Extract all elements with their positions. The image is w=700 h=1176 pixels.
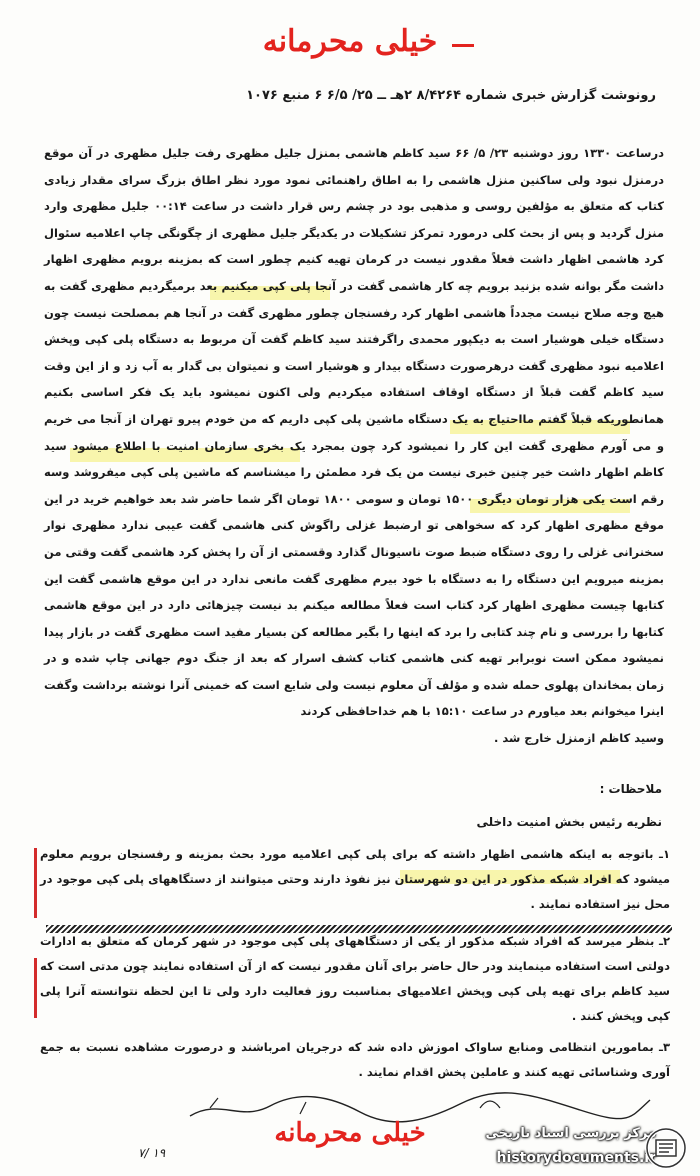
classification-dash xyxy=(452,44,474,47)
report-paragraph-end: وسید کاظم ازمنزل خارج شد . xyxy=(493,731,664,746)
evaluation-item: ۱ـ باتوجه به اینکه هاشمی اظهار داشته که برای پلی کپی اعلامیه مورد بحث بمزینه و رفسنجان برویم معلوم میشود که افراد شبکه مذکور در این دو شهرستان نیز نفوذ دارند وحتی میتوانند از دستگاههای پلی کپی موجود در محل نیز استفاده نمایند . xyxy=(40,847,670,911)
notes-heading: ملاحظات : xyxy=(599,782,662,796)
archive-logo-icon xyxy=(644,1126,688,1170)
evaluation-item: ۲ـ بنظر میرسد که افراد شبکه مذکور از یکی از دستگاههای پلی کپی موجود در شهر کرمان که متعلق به ادارات دولتی است استفاده مینمایند ودر حال حاضر برای آنان مقدور نیست که از آن استفاده نمایند چون مدتی است که سید کاظم برای تهیه پلی کپی وپخش اعلامیهای بمناسبت روز فعالیت دارد ولی تا این لحظه نتوانسته آنرا پلی کپی وپخش کنند . xyxy=(40,934,670,1023)
watermark-url: historydocuments.ir xyxy=(496,1150,656,1166)
evaluation-item: ۳ـ بمامورین انتظامی ومنابع ساواک اموزش داده شد که درجریان امرباشند و درصورت مشاهده نسبت به جمع آوری وشناسائی تهیه کنند و عاملین پخش اقدام نمایند . xyxy=(40,1040,670,1079)
report-reference-line: رونوشت گزارش خبری شماره ۸/۴۲۶۴ ۲هـ ــ ۲۵/ ۶/۵ ۶ منبع ۱۰۷۶ xyxy=(246,88,656,103)
margin-red-mark xyxy=(34,848,37,918)
report-paragraph: درساعت ۱۳۳۰ روز دوشنبه ۲۳/ ۵/ ۶۶ سید کاظم هاشمی بمنزل جلیل مظهری رفت جلیل مظهری در آن موقع درمنزل نبود ولی ساکنین منزل هاشمی را به اطاق راهنمائی نمود مورد نظر اطاق بزرگ سرای مقدار زیادی کتاب که متعلق به مؤلفین روسی و مذهبی بود در چشم رس قرار داشت در ساعت ۰۰:۱۴ جلیل مظهری وارد منزل گردید و پس از بحث کلی درمورد تمرکز تشکیلات در یکدیگر جلیل مظهری از چگونگی چاپ اعلامیه سئوال کرد هاشمی اظهار داشت فعلاً مقدور نیست در کرمان تهیه کنیم چطور است که بمزینه برویم مظهری اظهار داشت مگر بوانه شده بزنید برویم چه کار هاشمی گفت در آنجا پلی کپی میکنیم بعد برمیگردیم مظهری گفت به هیچ وجه صلاح نیست مجدداً هاشمی اظهار کرد رفسنجان چطور مظهری گفت در آنجا هم بمصلحت نیست چون دستگاه خیلی هوشیار است به دیکپور محمدی راگرفتند سید کاظم گفت آن مربوط به دستگاه پلی کپی وپخش اعلامیه نبود مظهری گفت درهرصورت دستگاه بیدار و هوشیار است و نمیتوان بی گدار به آب زد و از این وقت سید کاظم گفت قبلاً از دستگاه اوقاف استفاده میکردیم ولی اکنون نمیشود باید یک فکر اساسی بکنیم همانطوریکه قبلاً گفتم مااحتیاج به یک دستگاه ماشین پلی کپی داریم که من خودم پیرو تهران از آنجا می خریم و می آورم مظهری گفت این کار را نمیشود کرد چون بمجرد یک بخری سازمان امنیت با اطلاع میشود سید کاظم اظهار داشت خیر چنین خبری نیست من یک فرد مطمئن را میشناسم که ماشین پلی کپی میفروشد وسه رقم است یکی هزار تومان دیگری ۱۵۰۰ تومان و سومی ۱۸۰۰ تومان اگر شما حاضر شد بعد خواهیم خرید در این موقع مظهری اظهار کرد که سخواهی تو ارضبط غزلی راگوش کنی هاشمی گفت عیبی ندارد مظهری نوار سخنرانی غزلی را روی دستگاه ضبط صوت ناسیونال گذارد وقسمتی از آن را پخش کرد هاشمی گفت وقتی من بمزینه میرویم این دستگاه را به دستگاه با خود بیرم مظهری گفت مانعی ندارد در این موقع هاشمی گفت این کتابها چیست مظهری اظهار کرد کتاب است فعلاً مطالعه میکنم بد نیست چیزهائی دارد در این موقع هاشمی کتابها را بررسی و نام چند کتابی را برد که اینها را بگیر مطالعه کن بسیار مفید است مظهری گفت در بازار پیدا نمیشود ممکن است نوبرابر تهیه کنی هاشمی کتاب کشف اسرار که بعد از جنگ دوم جهانی چاپ شده و در زمان بمخاندان پهلوی حمله شده و مؤلف آن معلوم نیست ولی شایع است که خمینی آنرا نوشته برداشت وگفت اینرا میخوانم بعد میاورم در ساعت ۱۵:۱۰ با هم خداحافظی کردند xyxy=(44,146,665,719)
redacted-line xyxy=(46,925,672,933)
watermark-site-name: مرکز بررسی اسناد تاریخی xyxy=(485,1126,656,1141)
evaluation-heading: نظریه رئیس بخش امنیت داخلی xyxy=(476,815,662,829)
classification-stamp-bottom: خیلی محرمانه xyxy=(274,1118,426,1148)
classification-stamp-top: خیلی محرمانه xyxy=(262,24,438,59)
margin-red-mark xyxy=(34,958,37,1018)
report-body xyxy=(44,140,664,752)
handwritten-date: ۷/ ۱۹ xyxy=(138,1146,166,1160)
evaluation-list xyxy=(40,842,670,1087)
